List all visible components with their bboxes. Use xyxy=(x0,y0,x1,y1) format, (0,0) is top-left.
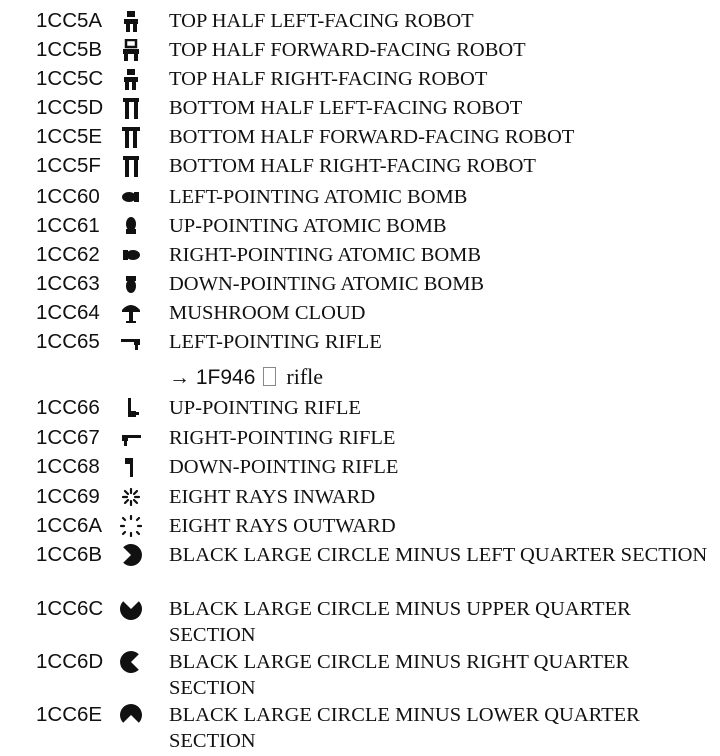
code-point: 1CC62 xyxy=(36,243,100,266)
robot-bottom-forward-icon xyxy=(120,126,142,148)
character-name: BLACK LARGE CIRCLE MINUS LEFT QUARTER SECTION xyxy=(169,544,708,566)
rifle-down-icon xyxy=(120,456,142,478)
code-point: 1CC66 xyxy=(36,396,100,419)
character-name: BLACK LARGE CIRCLE MINUS LOWER QUARTER SECTION xyxy=(169,704,640,752)
character-name: LEFT-POINTING RIFLE xyxy=(169,331,382,353)
code-point: 1CC6D xyxy=(36,650,104,673)
mushroom-cloud-icon xyxy=(120,302,142,324)
character-name: UP-POINTING RIFLE xyxy=(169,397,361,419)
cross-reference xyxy=(169,362,323,393)
bomb-up-icon xyxy=(120,215,142,237)
code-point: 1CC63 xyxy=(36,272,100,295)
character-name: TOP HALF FORWARD-FACING ROBOT xyxy=(169,39,526,61)
code-point: 1CC6B xyxy=(36,543,103,566)
code-point: 1CC5D xyxy=(36,96,104,119)
character-name: TOP HALF LEFT-FACING ROBOT xyxy=(169,10,474,32)
robot-bottom-left-icon xyxy=(120,97,142,119)
character-name: DOWN-POINTING ATOMIC BOMB xyxy=(169,273,485,295)
character-name: EIGHT RAYS INWARD xyxy=(169,486,376,508)
character-name: UP-POINTING ATOMIC BOMB xyxy=(169,215,447,237)
character-name: RIGHT-POINTING RIFLE xyxy=(169,427,396,449)
code-point: 1CC67 xyxy=(36,426,100,449)
robot-top-right-icon xyxy=(120,68,142,90)
bomb-left-icon xyxy=(120,186,142,208)
code-point: 1CC69 xyxy=(36,485,100,508)
circle-minus-upper-quarter-icon xyxy=(120,598,142,620)
robot-bottom-right-icon xyxy=(120,155,142,177)
circle-minus-left-quarter-icon xyxy=(120,544,142,566)
character-name: MUSHROOM CLOUD xyxy=(169,302,366,324)
code-point: 1CC5B xyxy=(36,38,103,61)
character-name: BLACK LARGE CIRCLE MINUS RIGHT QUARTER SECTION xyxy=(169,651,630,699)
character-name: EIGHT RAYS OUTWARD xyxy=(169,515,396,537)
code-point: 1CC5C xyxy=(36,67,104,90)
bomb-right-icon xyxy=(120,244,142,266)
code-point: 1CC6A xyxy=(36,514,103,537)
eight-rays-inward-icon xyxy=(120,486,142,508)
code-point: 1CC5F xyxy=(36,154,101,177)
character-name: RIGHT-POINTING ATOMIC BOMB xyxy=(169,244,482,266)
code-point: 1CC6C xyxy=(36,597,104,620)
character-name: DOWN-POINTING RIFLE xyxy=(169,456,399,478)
character-name: BOTTOM HALF RIGHT-FACING ROBOT xyxy=(169,155,536,177)
robot-top-forward-icon xyxy=(120,39,142,61)
bomb-down-icon xyxy=(120,273,142,295)
circle-minus-right-quarter-icon xyxy=(120,651,142,673)
code-point: 1CC65 xyxy=(36,330,100,353)
eight-rays-outward-icon xyxy=(120,515,142,537)
code-point: 1CC6E xyxy=(36,703,103,726)
xref-word: rifle xyxy=(286,364,324,389)
xref-code: 1F946 xyxy=(195,366,256,389)
rifle-right-icon xyxy=(120,427,142,449)
code-point: 1CC68 xyxy=(36,455,100,478)
circle-minus-lower-quarter-icon xyxy=(120,704,142,726)
rifle-up-icon xyxy=(120,397,142,419)
rifle-left-icon xyxy=(120,331,142,353)
character-name: BOTTOM HALF LEFT-FACING ROBOT xyxy=(169,97,523,119)
missing-glyph-box xyxy=(263,367,276,386)
character-name: BOTTOM HALF FORWARD-FACING ROBOT xyxy=(169,126,575,148)
code-point: 1CC5A xyxy=(36,9,103,32)
code-point: 1CC61 xyxy=(36,214,100,237)
character-name: TOP HALF RIGHT-FACING ROBOT xyxy=(169,68,488,90)
character-name: LEFT-POINTING ATOMIC BOMB xyxy=(169,186,468,208)
arrow-icon: → xyxy=(169,366,190,389)
code-point: 1CC5E xyxy=(36,125,103,148)
character-name: BLACK LARGE CIRCLE MINUS UPPER QUARTER SECTION xyxy=(169,598,631,646)
robot-top-left-icon xyxy=(120,10,142,32)
code-point: 1CC64 xyxy=(36,301,100,324)
code-point: 1CC60 xyxy=(36,185,100,208)
